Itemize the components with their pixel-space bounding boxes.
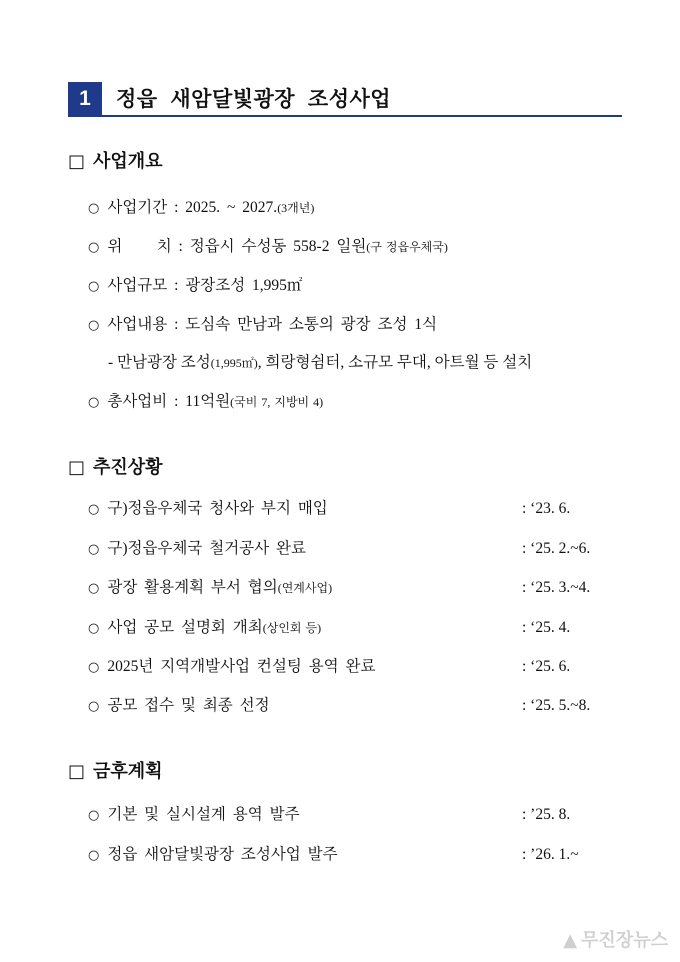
circle-bullet-icon: ○ [88, 660, 100, 675]
circle-bullet-icon: ○ [88, 848, 100, 863]
watermark [563, 926, 668, 952]
subitem-note: (1,995㎡) [210, 356, 258, 370]
overview-item-budget [88, 391, 323, 414]
progress-item [88, 617, 321, 640]
item-text: 위 치 : 정읍시 수성동 558-2 일원 [107, 238, 367, 255]
progress-item [88, 695, 270, 718]
mountain-logo-icon: ▲ [563, 930, 578, 951]
circle-bullet-icon: ○ [88, 621, 100, 636]
progress-item-date: : ‘25. 4. [522, 619, 571, 636]
plan-item-date: : ’26. 1.~ [522, 846, 579, 863]
section-number-badge: 1 [68, 82, 102, 116]
checkbox-square-icon: □ [68, 151, 86, 172]
subitem-prefix: - 만남광장 조성 [108, 354, 211, 371]
circle-bullet-icon: ○ [88, 542, 100, 557]
section-heading-plan [68, 760, 163, 784]
circle-bullet-icon: ○ [88, 699, 100, 714]
item-note: (국비 7, 지방비 4) [230, 395, 324, 409]
circle-bullet-icon: ○ [88, 502, 100, 517]
page-title: 정읍 새암달빛광장 조성사업 [116, 87, 392, 111]
item-text: 정읍 새암달빛광장 조성사업 발주 [107, 846, 338, 863]
item-text: 사업내용 : 도심속 만남과 소통의 광장 조성 1식 [107, 316, 438, 333]
plan-item [88, 844, 338, 867]
circle-bullet-icon: ○ [88, 201, 100, 216]
circle-bullet-icon: ○ [88, 318, 100, 333]
overview-item-period [88, 197, 314, 220]
item-text: 공모 접수 및 최종 선정 [107, 697, 270, 714]
item-text: 광장 활용계획 부서 협의 [107, 579, 278, 596]
progress-item [88, 498, 328, 521]
title-bar [68, 78, 622, 118]
overview-subitem-content-detail [108, 352, 532, 374]
circle-bullet-icon: ○ [88, 279, 100, 294]
plan-item-date: : ’25. 8. [522, 806, 571, 823]
item-note: (연계사업) [277, 581, 333, 595]
circle-bullet-icon: ○ [88, 808, 100, 823]
item-text: 기본 및 실시설계 용역 발주 [107, 806, 300, 823]
title-underline [68, 115, 622, 117]
progress-item [88, 577, 332, 600]
circle-bullet-icon: ○ [88, 240, 100, 255]
subitem-rest: , 희랑형쉼터, 소규모 무대, 아트월 등 설치 [257, 354, 533, 371]
checkbox-square-icon: □ [68, 457, 86, 478]
progress-item [88, 538, 306, 561]
item-text: 구)정읍우체국 청사와 부지 매입 [107, 500, 328, 517]
item-note: (3개년) [277, 201, 315, 215]
overview-item-content [88, 314, 437, 337]
progress-item-date: : ‘25. 6. [522, 658, 571, 675]
section-heading-overview [68, 150, 163, 174]
progress-item-date: : ‘23. 6. [522, 500, 571, 517]
item-text: 총사업비 : 11억원 [107, 393, 231, 410]
item-note: (상인회 등) [262, 621, 322, 635]
item-text: 사업규모 : 광장조성 1,995㎡ [107, 277, 303, 294]
circle-bullet-icon: ○ [88, 581, 100, 596]
section-heading-text: 금후계획 [93, 761, 163, 782]
plan-item [88, 804, 300, 827]
checkbox-square-icon: □ [68, 761, 86, 782]
section-heading-text: 사업개요 [93, 151, 163, 172]
progress-item-date: : ‘25. 5.~8. [522, 697, 591, 714]
progress-item-date: : ‘25. 2.~6. [522, 540, 591, 557]
watermark-text: 무진장뉴스 [581, 930, 668, 951]
overview-item-location [88, 236, 448, 259]
item-text: 사업 공모 설명회 개최 [107, 619, 263, 636]
progress-item-date: : ‘25. 3.~4. [522, 579, 591, 596]
progress-item [88, 656, 375, 679]
item-text: 구)정읍우체국 철거공사 완료 [107, 540, 306, 557]
circle-bullet-icon: ○ [88, 395, 100, 410]
overview-item-scale [88, 275, 302, 298]
item-text: 사업기간 : 2025. ~ 2027. [107, 199, 278, 216]
section-heading-text: 추진상황 [93, 457, 163, 478]
item-text: 2025년 지역개발사업 컨설팅 용역 완료 [107, 658, 376, 675]
section-heading-progress [68, 456, 163, 480]
item-note: (구 정읍우체국) [366, 240, 448, 254]
